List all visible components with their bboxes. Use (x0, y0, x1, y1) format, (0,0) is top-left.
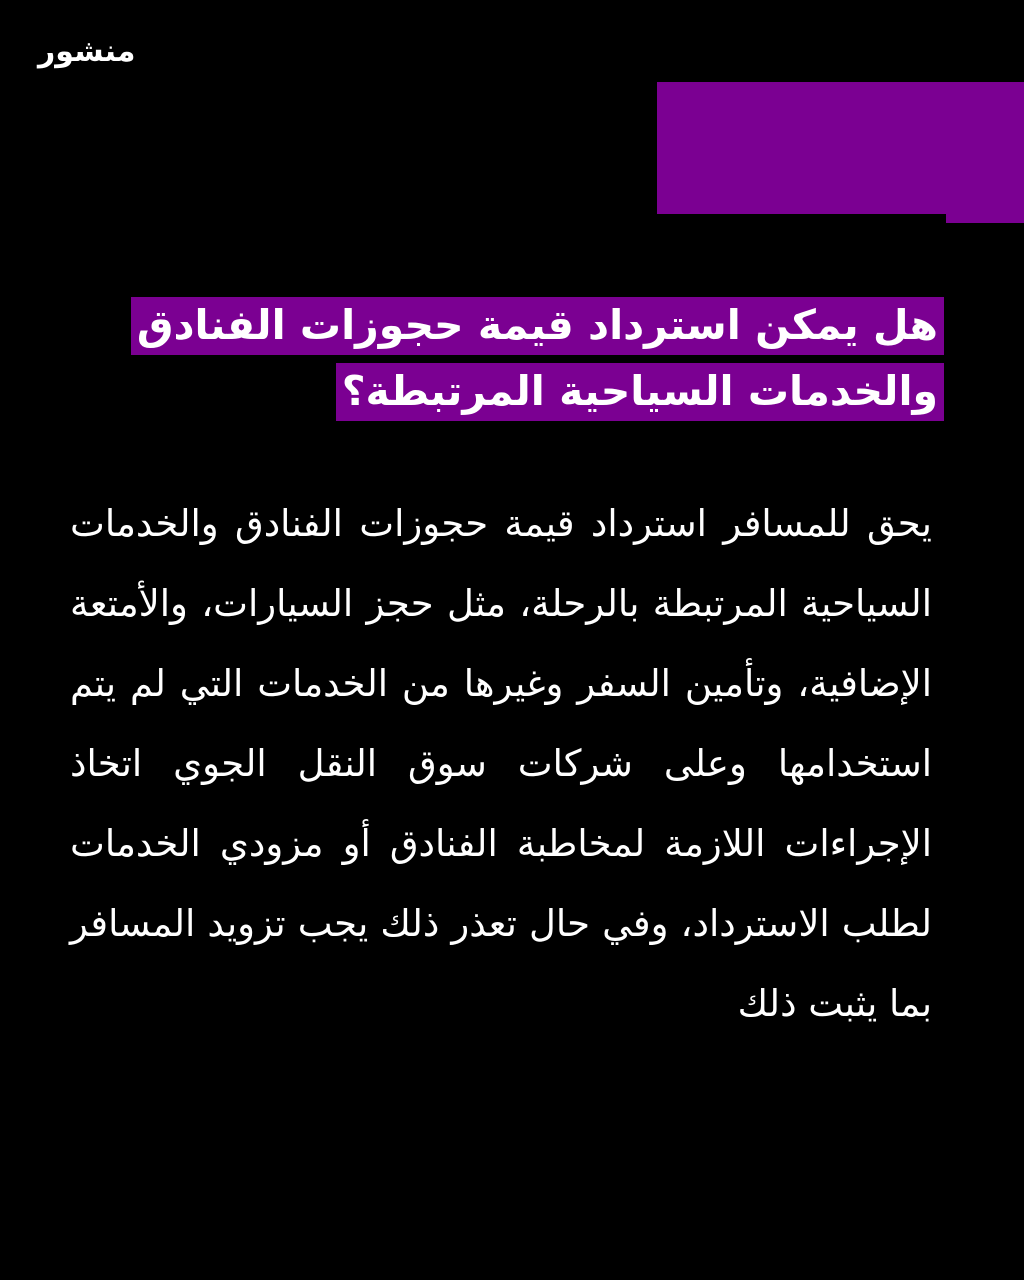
brand-logo: منشور (38, 34, 136, 69)
headline (84, 292, 944, 424)
body-paragraph: يحق للمسافر استرداد قيمة حجوزات الفنادق والخدمات السياحية المرتبطة بالرحلة، مثل حجز السيارات، والأمتعة الإضافية، وتأمين السفر وغيرها من الخدمات التي لم يتم استخدامها وعلى شركات سوق النقل الجوي اتخاذ الإجراءات اللازمة لمخاطبة الفنادق أو مزودي الخدمات لطلب الاسترداد، وفي حال تعذر ذلك يجب تزويد المسافر بما يثبت ذلك (70, 502, 932, 1025)
decorative-purple-tab (946, 210, 1024, 223)
headline-text: هل يمكن استرداد قيمة حجوزات الفنادق والخدمات السياحية المرتبطة؟ (131, 297, 944, 421)
decorative-purple-block (657, 82, 1024, 214)
